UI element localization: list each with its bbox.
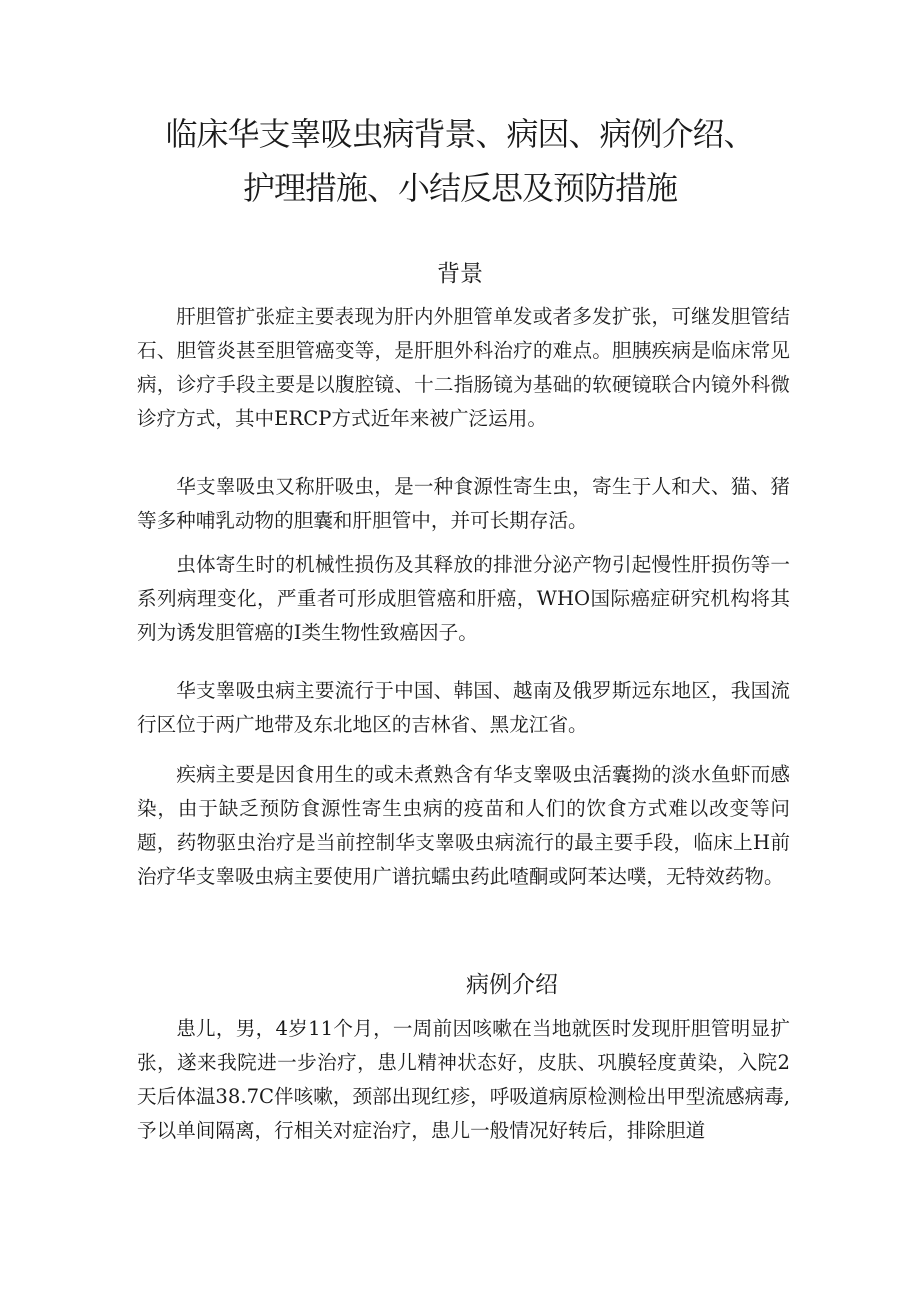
document-title-line-1: 临床华支睾吸虫病背景、病因、病例介绍、 bbox=[165, 115, 755, 153]
document-title-line-2: 护理措施、小结反思及预防措施 bbox=[242, 169, 677, 207]
background-paragraph-5: 疾病主要是因食用生的或未煮熟含有华支睾吸虫活囊拗的淡水鱼虾而感染，由于缺乏预防食源性寄生虫病的疫苗和人们的饮食方式难以改变等问题，药物驱虫治疗是当前控制华支睾吸虫病流行的最主要手段，临床上H前治疗华支睾吸虫病主要使用广谱抗蠕虫药此喳酮或阿苯达噗，无特效药物。 bbox=[137, 763, 790, 888]
section-heading-case: 病例介绍 bbox=[466, 972, 558, 998]
background-paragraph-4: 华支睾吸虫病主要流行于中国、韩国、越南及俄罗斯远东地区，我国流行区位于两广地带及东北地区的吉林省、黑龙江省。 bbox=[137, 679, 790, 736]
background-paragraph-2: 华支睾吸虫又称肝吸虫，是一种食源性寄生虫，寄生于人和犬、猫、猪等多种哺乳动物的胆囊和肝胆管中，并可长期存活。 bbox=[137, 475, 790, 532]
case-paragraph-1: 患儿，男，4岁11个月，一周前因咳嗽在当地就医时发现肝胆管明显扩张，遂来我院进一步治疗，患儿精神状态好，皮肤、巩膜轻度黄染，入院2天后体温38.7C伴咳嗽，颈部出现红疹，呼吸道病原检测检出甲型流感病毒,予以单间隔离，行相关对症治疗，患儿一般情况好转后，排除胆道 bbox=[137, 1017, 790, 1142]
section-heading-background: 背景 bbox=[437, 261, 483, 287]
background-paragraph-1: 肝胆管扩张症主要表现为肝内外胆管单发或者多发扩张，可继发胆管结石、胆管炎甚至胆管癌变等，是肝胆外科治疗的难点。胆胰疾病是临床常见病，诊疗手段主要是以腹腔镜、十二指肠镜为基础的软硬镜联合内镜外科微诊疗方式，其中ERCP方式近年来被广泛运用。 bbox=[137, 305, 790, 430]
background-paragraph-3: 虫体寄生时的机械性损伤及其释放的排泄分泌产物引起慢性肝损伤等一系列病理变化，严重者可形成胆管癌和肝癌，WHO国际癌症研究机构将其列为诱发胆管癌的Ⅰ类生物性致癌因子。 bbox=[137, 553, 790, 644]
